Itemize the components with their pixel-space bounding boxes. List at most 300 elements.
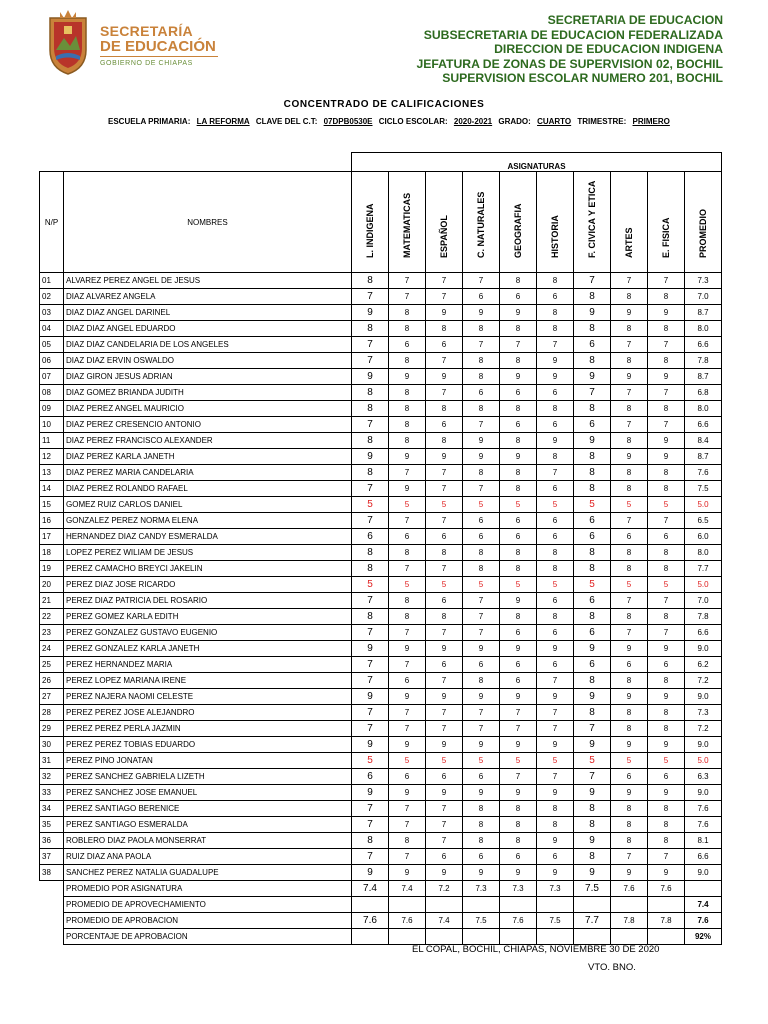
grade-cell: 9: [389, 689, 426, 705]
clave-value: 07DPB0530E: [323, 117, 373, 126]
grade-cell: 6: [389, 673, 426, 689]
grade-cell: 8: [463, 833, 500, 849]
grade-cell: 9: [537, 433, 574, 449]
grade-cell: 8: [500, 833, 537, 849]
header-line: SUBSECRETARIA DE EDUCACION FEDERALIZADA: [423, 27, 723, 42]
student-number: 10: [40, 417, 64, 433]
grade-cell: 7: [389, 705, 426, 721]
student-row: [40, 369, 722, 385]
student-average: 6.0: [685, 529, 722, 545]
student-row: [40, 433, 722, 449]
grade-cell: 6: [574, 513, 611, 529]
student-average: 7.3: [685, 705, 722, 721]
grade-cell: 8: [611, 705, 648, 721]
header-line: JEFATURA DE ZONAS DE SUPERVISION 02, BOCHIL: [416, 56, 723, 71]
student-row: [40, 865, 722, 881]
student-row: [40, 721, 722, 737]
student-name: PEREZ DIAZ JOSE RICARDO: [64, 577, 352, 593]
grade-cell: 6: [611, 657, 648, 673]
subject-label: ESPAÑOL: [439, 215, 449, 258]
grade-cell: 7: [352, 289, 389, 305]
grade-cell: 7: [352, 657, 389, 673]
student-row: [40, 481, 722, 497]
summary-value: [500, 897, 537, 913]
grade-cell: 5: [537, 497, 574, 513]
grade-cell: 6: [574, 337, 611, 353]
grade-cell: 8: [648, 705, 685, 721]
grade-cell: 7: [500, 337, 537, 353]
grade-cell: 9: [389, 369, 426, 385]
grade-cell: 6: [537, 625, 574, 641]
summary-value: 7.5: [574, 881, 611, 897]
grade-cell: 8: [611, 289, 648, 305]
student-average: 7.0: [685, 289, 722, 305]
student-average: 6.2: [685, 657, 722, 673]
grade-cell: 9: [537, 353, 574, 369]
grade-cell: 9: [611, 305, 648, 321]
student-average: 9.0: [685, 689, 722, 705]
grade-cell: 7: [648, 625, 685, 641]
grade-cell: 8: [537, 561, 574, 577]
grade-cell: 7: [574, 721, 611, 737]
grade-cell: 6: [463, 529, 500, 545]
grade-cell: 8: [352, 833, 389, 849]
grade-cell: 8: [574, 289, 611, 305]
student-row: [40, 497, 722, 513]
summary-spacer: [40, 929, 64, 945]
student-row: [40, 817, 722, 833]
student-number: 12: [40, 449, 64, 465]
student-average: 6.6: [685, 625, 722, 641]
student-row: [40, 801, 722, 817]
grade-cell: 8: [611, 545, 648, 561]
grade-cell: 8: [463, 401, 500, 417]
student-row: [40, 785, 722, 801]
grade-cell: 8: [352, 385, 389, 401]
grade-cell: 8: [574, 609, 611, 625]
grade-cell: 9: [389, 737, 426, 753]
student-average: 7.8: [685, 609, 722, 625]
grade-cell: 6: [500, 657, 537, 673]
grade-cell: 9: [463, 785, 500, 801]
student-number: 31: [40, 753, 64, 769]
grade-cell: 9: [352, 737, 389, 753]
summary-promedio: 7.6: [685, 913, 722, 929]
student-average: 7.6: [685, 817, 722, 833]
grade-cell: 8: [574, 705, 611, 721]
grade-cell: 8: [574, 465, 611, 481]
grade-cell: 5: [389, 577, 426, 593]
grade-cell: 7: [500, 769, 537, 785]
summary-value: 7.2: [426, 881, 463, 897]
grade-cell: 6: [426, 849, 463, 865]
trimestre-value: PRIMERO: [632, 117, 670, 126]
student-average: 8.7: [685, 305, 722, 321]
student-average: 7.2: [685, 721, 722, 737]
grade-cell: 5: [463, 577, 500, 593]
vto-bno: VTO. BNO.: [588, 962, 636, 973]
grade-cell: 9: [500, 305, 537, 321]
grade-cell: 9: [426, 449, 463, 465]
student-average: 6.6: [685, 417, 722, 433]
student-row: [40, 705, 722, 721]
nombres-header: NOMBRES: [64, 172, 352, 273]
student-name: DIAZ PEREZ FRANCISCO ALEXANDER: [64, 433, 352, 449]
grade-cell: 8: [352, 545, 389, 561]
grade-cell: 7: [352, 721, 389, 737]
grade-cell: 9: [389, 785, 426, 801]
student-row: [40, 769, 722, 785]
student-average: 9.0: [685, 785, 722, 801]
grade-cell: 7: [463, 705, 500, 721]
grade-cell: 7: [426, 561, 463, 577]
student-name: PEREZ GONZALEZ GUSTAVO EUGENIO: [64, 625, 352, 641]
grade-cell: 9: [500, 449, 537, 465]
student-number: 06: [40, 353, 64, 369]
subject-label: PROMEDIO: [698, 208, 708, 258]
grade-cell: 7: [611, 513, 648, 529]
summary-label: PROMEDIO DE APROBACION: [64, 913, 352, 929]
grade-cell: 9: [648, 737, 685, 753]
grade-cell: 6: [537, 289, 574, 305]
grade-cell: 7: [352, 801, 389, 817]
grade-cell: 7: [648, 417, 685, 433]
grade-cell: 8: [389, 545, 426, 561]
student-average: 6.6: [685, 337, 722, 353]
student-row: [40, 513, 722, 529]
grade-cell: 7: [426, 721, 463, 737]
grade-cell: 9: [537, 785, 574, 801]
subject-header: [574, 172, 611, 273]
student-name: PEREZ SANCHEZ JOSE EMANUEL: [64, 785, 352, 801]
grade-cell: 8: [574, 849, 611, 865]
grade-cell: 8: [500, 321, 537, 337]
subject-header-row: [40, 172, 722, 273]
student-name: DIAZ DIAZ CANDELARIA DE LOS ANGELES: [64, 337, 352, 353]
summary-value: 7.8: [648, 913, 685, 929]
grade-cell: 5: [352, 497, 389, 513]
grade-cell: 6: [611, 529, 648, 545]
grade-cell: 8: [648, 721, 685, 737]
grade-cell: 9: [500, 689, 537, 705]
student-average: 7.5: [685, 481, 722, 497]
student-name: DIAZ DIAZ ERVIN OSWALDO: [64, 353, 352, 369]
summary-value: 7.6: [352, 913, 389, 929]
grade-cell: 9: [352, 305, 389, 321]
grade-cell: 7: [426, 705, 463, 721]
grade-cell: 8: [648, 481, 685, 497]
summary-promedio: [685, 881, 722, 897]
grade-cell: 9: [389, 449, 426, 465]
student-average: 6.8: [685, 385, 722, 401]
grade-cell: 9: [574, 833, 611, 849]
student-number: 16: [40, 513, 64, 529]
grade-cell: 8: [648, 353, 685, 369]
student-name: RUIZ DIAZ ANA PAOLA: [64, 849, 352, 865]
grade-cell: 6: [537, 481, 574, 497]
subject-label: MATEMATICAS: [402, 192, 412, 258]
grade-cell: 7: [463, 609, 500, 625]
student-name: PEREZ SANCHEZ GABRIELA LIZETH: [64, 769, 352, 785]
summary-row: [40, 897, 722, 913]
grade-cell: 5: [537, 753, 574, 769]
grade-cell: 9: [574, 865, 611, 881]
summary-value: 7.4: [352, 881, 389, 897]
grade-cell: 7: [611, 593, 648, 609]
grade-cell: 9: [500, 369, 537, 385]
grade-cell: 7: [352, 849, 389, 865]
summary-value: 7.4: [389, 881, 426, 897]
grade-cell: 5: [389, 497, 426, 513]
grade-cell: 9: [648, 865, 685, 881]
grade-cell: 8: [611, 465, 648, 481]
grade-cell: 9: [648, 449, 685, 465]
grade-cell: 8: [426, 545, 463, 561]
grade-cell: 8: [574, 801, 611, 817]
student-row: [40, 529, 722, 545]
grade-cell: 9: [611, 449, 648, 465]
grade-cell: 8: [537, 305, 574, 321]
student-name: PEREZ GONZALEZ KARLA JANETH: [64, 641, 352, 657]
grade-cell: 7: [574, 769, 611, 785]
grade-cell: 7: [500, 721, 537, 737]
student-name: PEREZ GOMEZ KARLA EDITH: [64, 609, 352, 625]
grade-cell: 5: [648, 497, 685, 513]
grade-cell: 7: [352, 417, 389, 433]
grade-cell: 6: [648, 529, 685, 545]
student-average: 8.7: [685, 449, 722, 465]
student-number: 32: [40, 769, 64, 785]
grade-cell: 8: [389, 833, 426, 849]
student-number: 05: [40, 337, 64, 353]
grade-cell: 9: [500, 865, 537, 881]
student-name: ALVAREZ PEREZ ANGEL DE JESUS: [64, 273, 352, 289]
summary-value: 7.3: [463, 881, 500, 897]
student-row: [40, 577, 722, 593]
grade-cell: 6: [537, 513, 574, 529]
student-row: [40, 641, 722, 657]
summary-promedio: 7.4: [685, 897, 722, 913]
student-average: 8.0: [685, 321, 722, 337]
student-number: 26: [40, 673, 64, 689]
grade-cell: 8: [574, 481, 611, 497]
grade-cell: 7: [500, 705, 537, 721]
subject-header: [463, 172, 500, 273]
grade-cell: 7: [611, 417, 648, 433]
grade-cell: 5: [352, 577, 389, 593]
subject-label: GEOGRAFIA: [513, 203, 523, 258]
grade-cell: 8: [648, 801, 685, 817]
grade-cell: 8: [352, 561, 389, 577]
grade-cell: 6: [574, 529, 611, 545]
grade-cell: 6: [352, 769, 389, 785]
summary-spacer: [40, 897, 64, 913]
student-name: DIAZ PEREZ KARLA JANETH: [64, 449, 352, 465]
grade-cell: 9: [648, 305, 685, 321]
grade-cell: 7: [648, 273, 685, 289]
asignaturas-header-row: [40, 153, 722, 172]
grade-cell: 7: [648, 337, 685, 353]
student-row: [40, 305, 722, 321]
grade-cell: 9: [537, 689, 574, 705]
grade-cell: 5: [537, 577, 574, 593]
header-line: SECRETARIA DE EDUCACION: [547, 13, 723, 27]
student-number: 34: [40, 801, 64, 817]
grade-cell: 7: [389, 801, 426, 817]
summary-spacer: [40, 913, 64, 929]
student-row: [40, 737, 722, 753]
grade-cell: 5: [574, 753, 611, 769]
grade-cell: 9: [611, 737, 648, 753]
summary-value: [648, 897, 685, 913]
grade-cell: 9: [611, 865, 648, 881]
grade-cell: 6: [463, 513, 500, 529]
grade-cell: 7: [389, 625, 426, 641]
subject-header: [426, 172, 463, 273]
student-name: DIAZ PEREZ ROLANDO RAFAEL: [64, 481, 352, 497]
escuela-value: LA REFORMA: [196, 117, 250, 126]
grade-cell: 9: [426, 369, 463, 385]
grade-cell: 9: [463, 449, 500, 465]
grade-cell: 6: [537, 417, 574, 433]
grade-cell: 7: [352, 625, 389, 641]
grade-cell: 9: [500, 785, 537, 801]
grade-cell: 7: [648, 593, 685, 609]
grade-cell: 9: [426, 689, 463, 705]
grade-cell: 9: [426, 785, 463, 801]
grade-cell: 9: [574, 689, 611, 705]
grade-cell: 5: [500, 497, 537, 513]
grade-cell: 8: [611, 481, 648, 497]
summary-value: [389, 897, 426, 913]
grade-cell: 8: [463, 369, 500, 385]
grade-cell: 6: [426, 657, 463, 673]
grade-cell: 8: [648, 609, 685, 625]
grade-cell: 8: [352, 321, 389, 337]
grade-cell: 8: [426, 321, 463, 337]
grade-cell: 5: [611, 497, 648, 513]
grade-cell: 8: [648, 817, 685, 833]
summary-value: [352, 897, 389, 913]
grade-cell: 8: [611, 353, 648, 369]
grade-cell: 7: [389, 849, 426, 865]
student-number: 35: [40, 817, 64, 833]
grade-cell: 9: [537, 369, 574, 385]
grade-cell: 9: [389, 641, 426, 657]
grade-cell: 7: [574, 385, 611, 401]
grade-cell: 7: [352, 481, 389, 497]
grade-cell: 8: [537, 401, 574, 417]
grade-cell: 8: [648, 289, 685, 305]
student-name: DIAZ GOMEZ BRIANDA JUDITH: [64, 385, 352, 401]
grade-cell: 8: [389, 385, 426, 401]
grade-cell: 9: [389, 481, 426, 497]
grade-cell: 6: [648, 769, 685, 785]
grade-cell: 9: [463, 641, 500, 657]
student-number: 25: [40, 657, 64, 673]
grade-cell: 8: [463, 465, 500, 481]
grade-cell: 8: [500, 609, 537, 625]
student-average: 8.4: [685, 433, 722, 449]
student-name: DIAZ PEREZ ANGEL MAURICIO: [64, 401, 352, 417]
summary-value: [389, 929, 426, 945]
grade-cell: 7: [352, 673, 389, 689]
student-average: 7.3: [685, 273, 722, 289]
grade-cell: 9: [389, 865, 426, 881]
grade-cell: 7: [426, 817, 463, 833]
summary-value: 7.6: [648, 881, 685, 897]
grade-cell: 8: [463, 545, 500, 561]
summary-value: [463, 897, 500, 913]
grade-cell: 5: [463, 497, 500, 513]
student-number: 11: [40, 433, 64, 449]
grade-cell: 9: [352, 369, 389, 385]
student-name: PEREZ CAMACHO BREYCI JAKELIN: [64, 561, 352, 577]
grade-cell: 8: [611, 401, 648, 417]
grade-cell: 7: [611, 385, 648, 401]
grade-cell: 7: [389, 273, 426, 289]
grade-cell: 7: [463, 273, 500, 289]
grade-cell: 8: [648, 465, 685, 481]
grade-cell: 9: [426, 865, 463, 881]
grade-cell: 7: [389, 289, 426, 305]
grade-cell: 6: [500, 673, 537, 689]
grade-cell: 7: [426, 465, 463, 481]
student-number: 03: [40, 305, 64, 321]
ciclo-label: CICLO ESCOLAR:: [378, 117, 448, 126]
grade-cell: 7: [537, 337, 574, 353]
grade-cell: 8: [500, 353, 537, 369]
grade-cell: 6: [500, 625, 537, 641]
grade-cell: 5: [574, 497, 611, 513]
grade-cell: 8: [611, 433, 648, 449]
student-average: 9.0: [685, 641, 722, 657]
grade-cell: 6: [500, 289, 537, 305]
grade-cell: 7: [352, 705, 389, 721]
student-row: [40, 561, 722, 577]
subject-label: HISTORIA: [550, 215, 560, 258]
place-date: EL COPAL, BOCHIL, CHIAPAS, NOVIEMBRE 30 DE 2020: [412, 944, 660, 955]
grade-cell: 8: [537, 273, 574, 289]
grade-cell: 5: [500, 577, 537, 593]
grade-cell: 8: [389, 417, 426, 433]
grade-cell: 6: [426, 593, 463, 609]
grade-cell: 9: [574, 369, 611, 385]
grade-cell: 5: [426, 497, 463, 513]
grade-cell: 8: [574, 817, 611, 833]
student-number: 21: [40, 593, 64, 609]
grade-cell: 8: [574, 401, 611, 417]
student-row: [40, 465, 722, 481]
grade-cell: 9: [463, 433, 500, 449]
subject-header: [648, 172, 685, 273]
grade-cell: 9: [648, 433, 685, 449]
grade-cell: 9: [463, 865, 500, 881]
grade-cell: 8: [463, 673, 500, 689]
student-average: 6.6: [685, 849, 722, 865]
grade-cell: 8: [611, 833, 648, 849]
blank-corner: [40, 153, 352, 172]
grade-cell: 8: [574, 561, 611, 577]
subject-label: C. NATURALES: [476, 191, 486, 258]
summary-value: 7.7: [574, 913, 611, 929]
secretaria-logo: [40, 10, 220, 78]
grade-cell: 7: [648, 513, 685, 529]
grade-cell: 7: [389, 513, 426, 529]
grade-cell: 8: [537, 449, 574, 465]
grade-cell: 8: [574, 545, 611, 561]
grade-cell: 7: [463, 481, 500, 497]
